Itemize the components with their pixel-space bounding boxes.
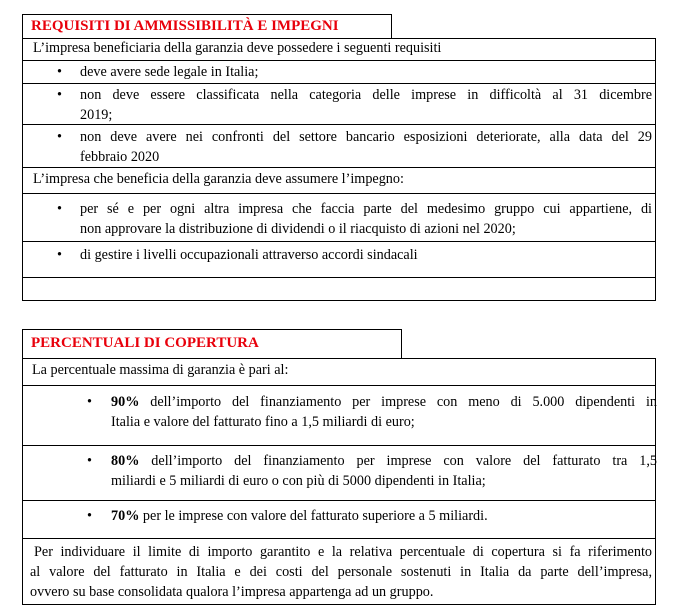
bullet-icon: • (57, 201, 62, 217)
requisiti-table (22, 38, 656, 301)
requirement-row (23, 124, 655, 167)
coverage-text: 90% dell’importo del finanziamento per imprese con meno di 5.000 dipendenti in Italia e valore del fatturato fino a 1,5 miliardi di euro; (111, 394, 657, 430)
bullet-icon: • (57, 129, 62, 145)
coverage-text: 80% dell’importo del finanziamento per imprese con valore del fatturato tra 1,5 miliardi e 5 miliardi di euro o con più di 5000 dipendenti in Italia; (111, 453, 657, 489)
bullet-icon: • (87, 394, 92, 410)
bullet-icon: • (87, 453, 92, 469)
coverage-row (23, 500, 655, 538)
coverage-text: 70% per le imprese con valore del fatturato superiore a 5 miliardi. (111, 508, 488, 524)
copertura-intro-row (23, 359, 655, 385)
copertura-footer-row (23, 538, 655, 604)
bullet-icon: • (57, 64, 62, 80)
coverage-row (23, 385, 655, 445)
coverage-percent: 80% (111, 453, 140, 469)
requirement-row (23, 83, 655, 124)
coverage-percent: 90% (111, 394, 140, 410)
bullet-icon: • (57, 247, 62, 263)
impegno-intro-text: L’impresa che beneficia della garanzia deve assumere l’impegno: (33, 171, 404, 187)
requisiti-intro-row (23, 39, 655, 60)
requisiti-intro-text: L’impresa beneficiaria della garanzia deve possedere i seguenti requisiti (33, 40, 442, 56)
requisiti-heading (22, 14, 392, 39)
requisiti-title: REQUISITI DI AMMISSIBILITÀ E IMPEGNI (31, 18, 339, 34)
commitment-text: di gestire i livelli occupazionali attraverso accordi sindacali (80, 247, 418, 263)
impegno-intro-row (23, 167, 655, 193)
bullet-icon: • (57, 87, 62, 103)
copertura-table (22, 358, 656, 605)
commitment-row (23, 241, 655, 277)
coverage-percent: 70% (111, 508, 140, 524)
copertura-title: PERCENTUALI DI COPERTURA (31, 335, 259, 351)
coverage-row (23, 445, 655, 500)
requirement-text: non deve essere classificata nella categoria delle imprese in difficoltà al 31 dicembre 2019; (80, 87, 652, 123)
empty-row (23, 277, 655, 300)
copertura-footer-text: Per individuare il limite di importo garantito e la relativa percentuale di copertura si fa riferimento al valore del fatturato in Italia e dei costi del personale sostenuti in Italia da parte dell’impresa, ovvero su base consolidata qualora l’impresa appartenga ad un gruppo. (30, 544, 652, 600)
commitment-row (23, 193, 655, 241)
requirement-row (23, 60, 655, 83)
copertura-heading (22, 329, 402, 359)
copertura-intro-text: La percentuale massima di garanzia è pari al: (32, 362, 289, 378)
requirement-text: non deve avere nei confronti del settore bancario esposizioni deteriorate, alla data del 29 febbraio 2020 (80, 129, 652, 165)
requirement-text: deve avere sede legale in Italia; (80, 64, 259, 80)
commitment-text: per sé e per ogni altra impresa che faccia parte del medesimo gruppo cui appartiene, di non approvare la distribuzione di dividendi o il riacquisto di azioni nel 2020; (80, 201, 652, 237)
bullet-icon: • (87, 508, 92, 524)
